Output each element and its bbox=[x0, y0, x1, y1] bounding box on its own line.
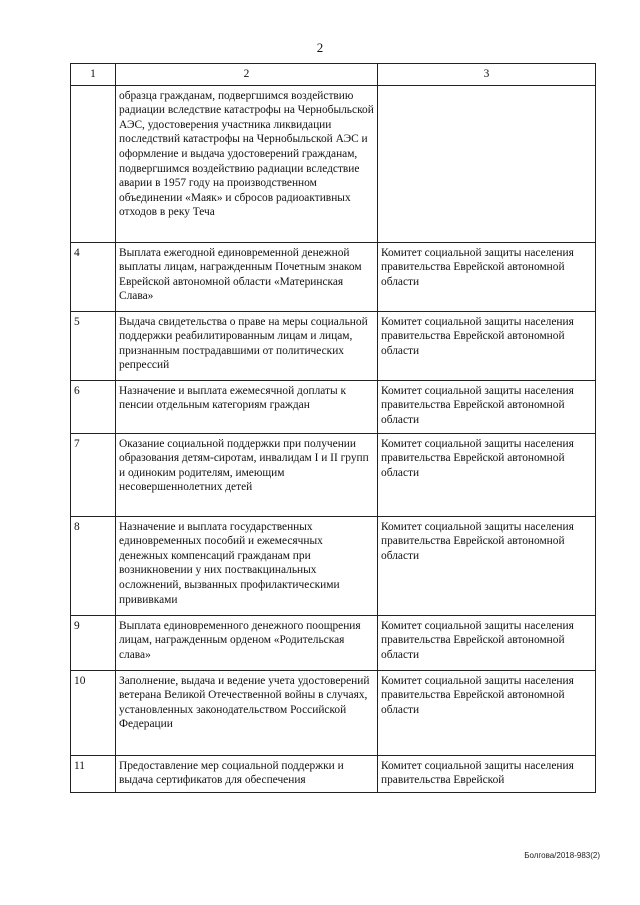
row-number: 8 bbox=[71, 516, 116, 615]
table-header-row bbox=[71, 64, 596, 86]
services-table bbox=[70, 63, 596, 793]
row-number: 11 bbox=[71, 755, 116, 792]
table-row bbox=[71, 755, 596, 792]
service-name: образца гражданам, подвергшимся воздействию радиации вследствие катастрофы на Чернобыльской АЭС, удостоверения участника ликвидации последствий катастрофы на Чернобыльской АЭС и оформление и выдача удостоверений гражданам, подвергшимся воздействию радиации вследствие аварии в 1957 году на производственном объединении «Маяк» и сбросов радиоактивных отходов в реку Теча bbox=[116, 85, 378, 242]
table-row bbox=[71, 433, 596, 516]
row-number bbox=[71, 85, 116, 242]
responsible-authority: Комитет социальной защиты населения правительства Еврейской автономной области bbox=[378, 242, 596, 311]
table-row bbox=[71, 615, 596, 670]
row-number: 7 bbox=[71, 433, 116, 516]
table-row bbox=[71, 380, 596, 433]
service-name: Предоставление мер социальной поддержки и выдача сертификатов для обеспечения bbox=[116, 755, 378, 792]
responsible-authority: Комитет социальной защиты населения правительства Еврейской автономной области bbox=[378, 380, 596, 433]
service-name: Выплата единовременного денежного поощрения лицам, награжденным орденом «Родительская слава» bbox=[116, 615, 378, 670]
service-name: Оказание социальной поддержки при получении образования детям-сиротам, инвалидам I и II групп и одиноким родителям, имеющим несовершеннолетних детей bbox=[116, 433, 378, 516]
page-number: 2 bbox=[316, 40, 324, 55]
header-col-3: 3 bbox=[378, 64, 596, 86]
row-number: 6 bbox=[71, 380, 116, 433]
header-col-1: 1 bbox=[71, 64, 116, 86]
row-number: 10 bbox=[71, 670, 116, 755]
responsible-authority: Комитет социальной защиты населения правительства Еврейской автономной области bbox=[378, 516, 596, 615]
table-row bbox=[71, 242, 596, 311]
responsible-authority bbox=[378, 85, 596, 242]
header-col-2: 2 bbox=[116, 64, 378, 86]
table-row bbox=[71, 85, 596, 242]
row-number: 4 bbox=[71, 242, 116, 311]
responsible-authority: Комитет социальной защиты населения правительства Еврейской автономной области bbox=[378, 670, 596, 755]
responsible-authority: Комитет социальной защиты населения правительства Еврейской bbox=[378, 755, 596, 792]
table-row bbox=[71, 311, 596, 380]
service-name: Заполнение, выдача и ведение учета удостоверений ветерана Великой Отечественной войны в случаях, установленных законодательством Российской Федерации bbox=[116, 670, 378, 755]
service-name: Назначение и выплата ежемесячной доплаты к пенсии отдельным категориям граждан bbox=[116, 380, 378, 433]
responsible-authority: Комитет социальной защиты населения правительства Еврейской автономной области bbox=[378, 311, 596, 380]
table-row bbox=[71, 516, 596, 615]
document-reference-footer: Болгова/2018-983(2) bbox=[524, 851, 600, 860]
service-name: Выплата ежегодной единовременной денежной выплаты лицам, награжденным Почетным знаком Еврейской автономной области «Материнская Слава» bbox=[116, 242, 378, 311]
row-number: 5 bbox=[71, 311, 116, 380]
responsible-authority: Комитет социальной защиты населения правительства Еврейской автономной области bbox=[378, 433, 596, 516]
service-name: Выдача свидетельства о праве на меры социальной поддержки реабилитированным лицам и лицам, признанным пострадавшими от политических репрессий bbox=[116, 311, 378, 380]
table-row bbox=[71, 670, 596, 755]
service-name: Назначение и выплата государственных единовременных пособий и ежемесячных денежных компенсаций гражданам при возникновении у них поствакцинальных осложнений, вызванных профилактическими прививками bbox=[116, 516, 378, 615]
responsible-authority: Комитет социальной защиты населения правительства Еврейской автономной области bbox=[378, 615, 596, 670]
row-number: 9 bbox=[71, 615, 116, 670]
